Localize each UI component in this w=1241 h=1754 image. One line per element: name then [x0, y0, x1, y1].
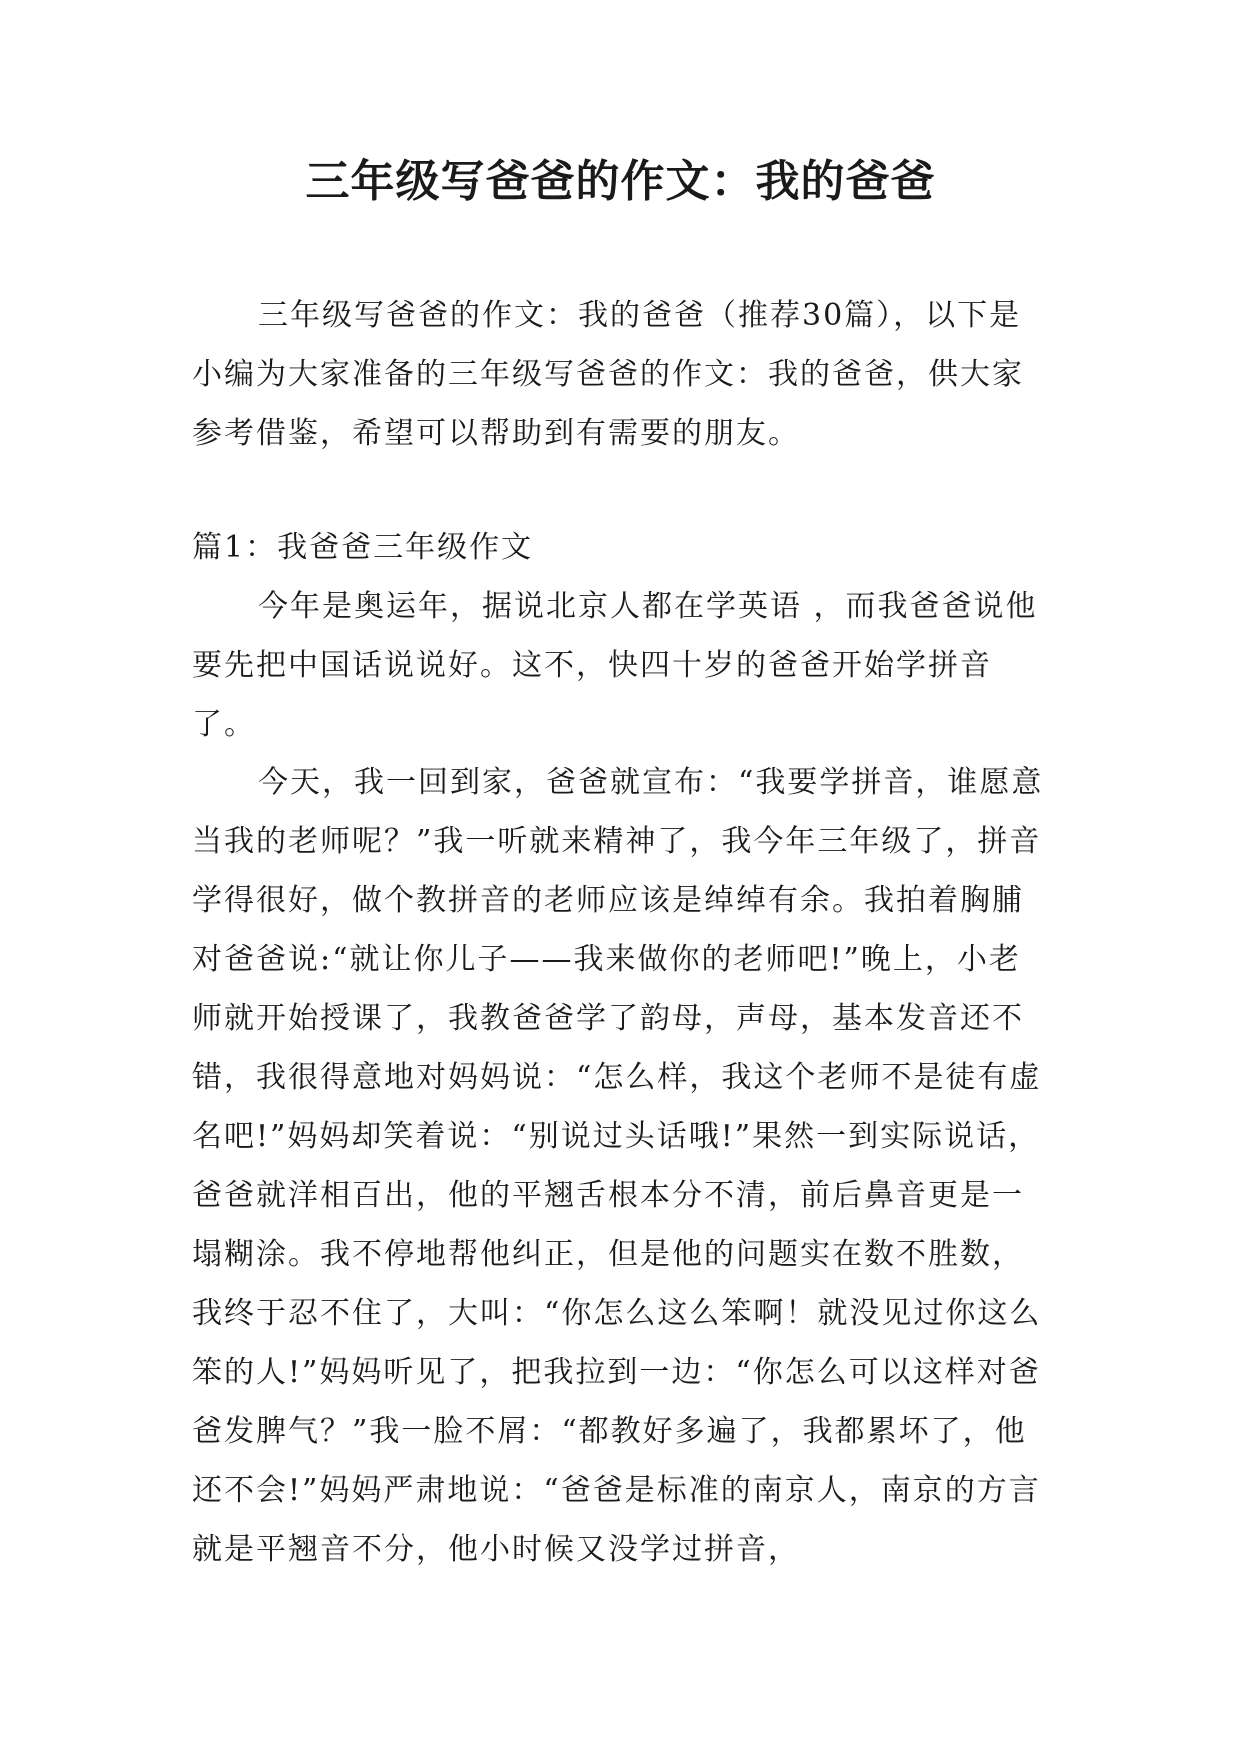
body-paragraph-1: 今年是奥运年，据说北京人都在学英语 ，而我爸爸说他要先把中国话说说好。这不，快四十岁的爸爸开始学拼音了。: [192, 589, 1038, 742]
body-paragraph-2: 今天，我一回到家，爸爸就宣布：“我要学拼音，谁愿意当我的老师呢？”我一听就来精神了，我今年三年级了，拼音学得很好，做个教拼音的老师应该是绰绰有余。我拍着胸脯对爸爸说:“就让你儿子——我来做你的老师吧!”晚上，小老师就开始授课了，我教爸爸学了韵母，声母，基本发音还不错，我很得意地对妈妈说：“怎么样，我这个老师不是徒有虚名吧!”妈妈却笑着说：“别说过头话哦!”果然一到实际说话，爸爸就洋相百出，他的平翘舌根本分不清，前后鼻音更是一塌糊涂。我不停地帮他纠正，但是他的问题实在数不胜数，我终于忍不住了，大叫：“你怎么这么笨啊！就没见过你这么笨的人!”妈妈听见了，把我拉到一边：“你怎么可以这样对爸爸发脾气？”我一脸不屑：“都教好多遍了，我都累坏了，他还不会!”妈妈严肃地说：“爸爸是标准的南京人，南京的方言就是平翘音不分，他小时候又没学过拼音，: [192, 765, 1044, 1567]
intro-paragraph: 三年级写爸爸的作文：我的爸爸（推荐30篇），以下是小编为大家准备的三年级写爸爸的作文：我的爸爸，供大家参考借鉴，希望可以帮助到有需要的朋友。: [192, 298, 1024, 451]
document-title: 三年级写爸爸的作文：我的爸爸: [305, 156, 936, 207]
section-heading: 篇1：我爸爸三年级作文: [192, 530, 534, 565]
